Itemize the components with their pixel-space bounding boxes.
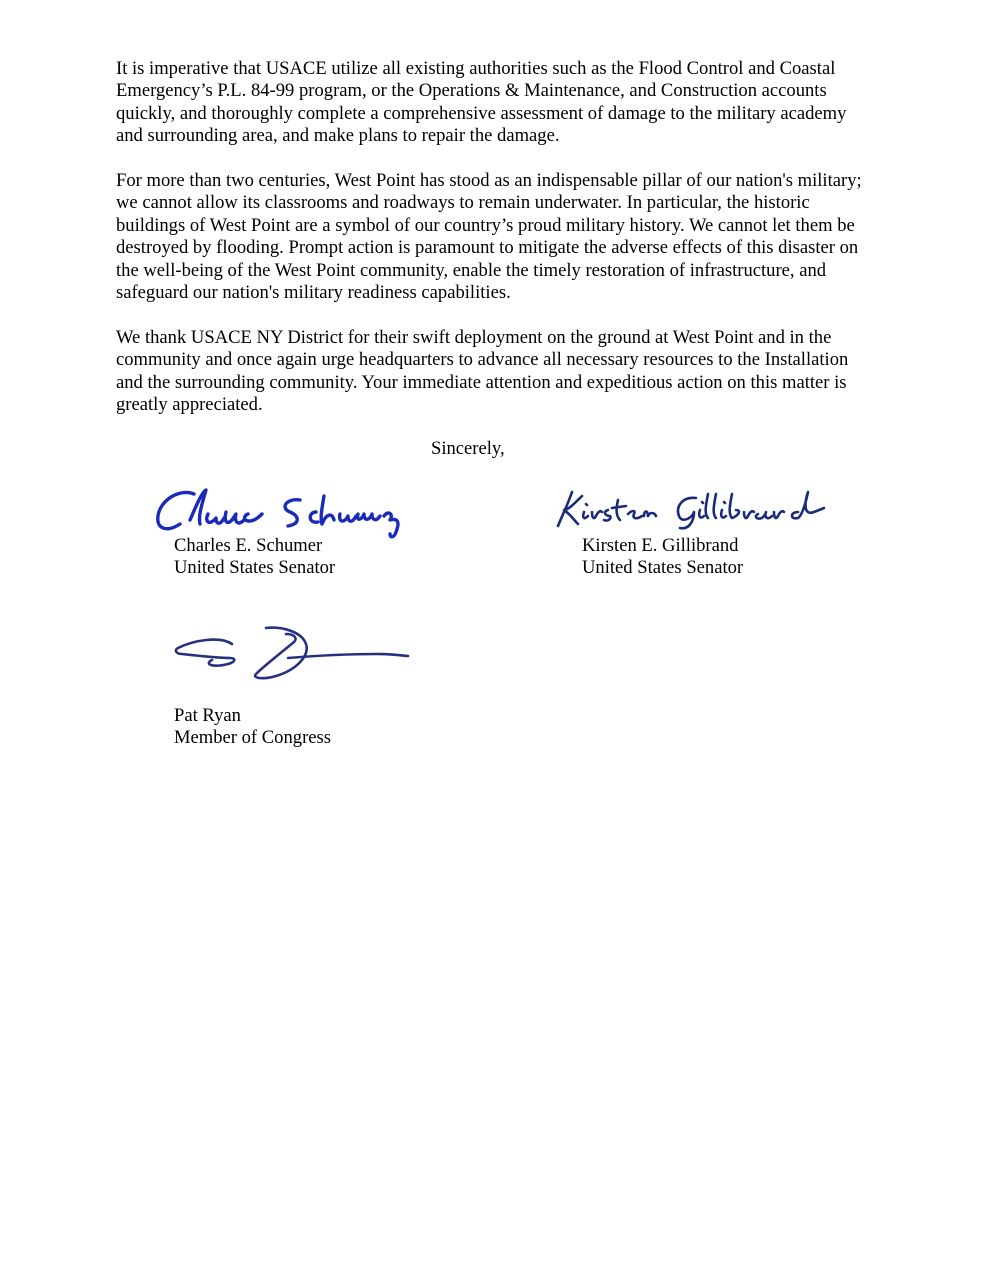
- signature-schumer-icon: [150, 486, 410, 542]
- signer-name: Kirsten E. Gillibrand: [582, 535, 739, 556]
- signature-gillibrand-icon: [552, 488, 832, 532]
- signer-title: Member of Congress: [174, 727, 331, 749]
- signer-title: United States Senator: [174, 557, 336, 579]
- signer-name: Charles E. Schumer: [174, 535, 323, 556]
- signer-block-schumer: [174, 535, 335, 580]
- signer-title: United States Senator: [582, 557, 744, 579]
- signature-ryan-icon: [170, 622, 415, 684]
- signer-block-gillibrand: [582, 535, 743, 580]
- paragraph-2: For more than two centuries, West Point has stood as an indispensable pillar of our nation's military; we cannot allow its classrooms and roadways to remain underwater. In particular, the historic buildings of West Point are a symbol of our country’s proud military history. We cannot let them be destroyed by flooding. Prompt action is paramount to mitigate the adverse effects of this disaster on the well-being of the West Point community, enable the timely restoration of infrastructure, and safeguard our nation's military readiness capabilities.: [116, 170, 862, 304]
- signer-name: Pat Ryan: [174, 705, 241, 726]
- paragraph-3: We thank USACE NY District for their swift deployment on the ground at West Point and in the community and once again urge headquarters to advance all necessary resources to the Installation and the surrounding community. Your immediate attention and expeditious action on this matter is greatly appreciated.: [116, 326, 849, 416]
- signer-block-ryan: [174, 705, 331, 750]
- closing-salutation: Sincerely,: [431, 438, 505, 459]
- letter-body: [116, 58, 876, 439]
- paragraph-1: It is imperative that USACE utilize all existing authorities such as the Flood Control and Coastal Emergency’s P.L. 84-99 program, or the Operations & Maintenance, and Construction accounts quickly, and thoroughly complete a comprehensive assessment of damage to the military academy and surrounding area, and make plans to repair the damage.: [116, 58, 847, 147]
